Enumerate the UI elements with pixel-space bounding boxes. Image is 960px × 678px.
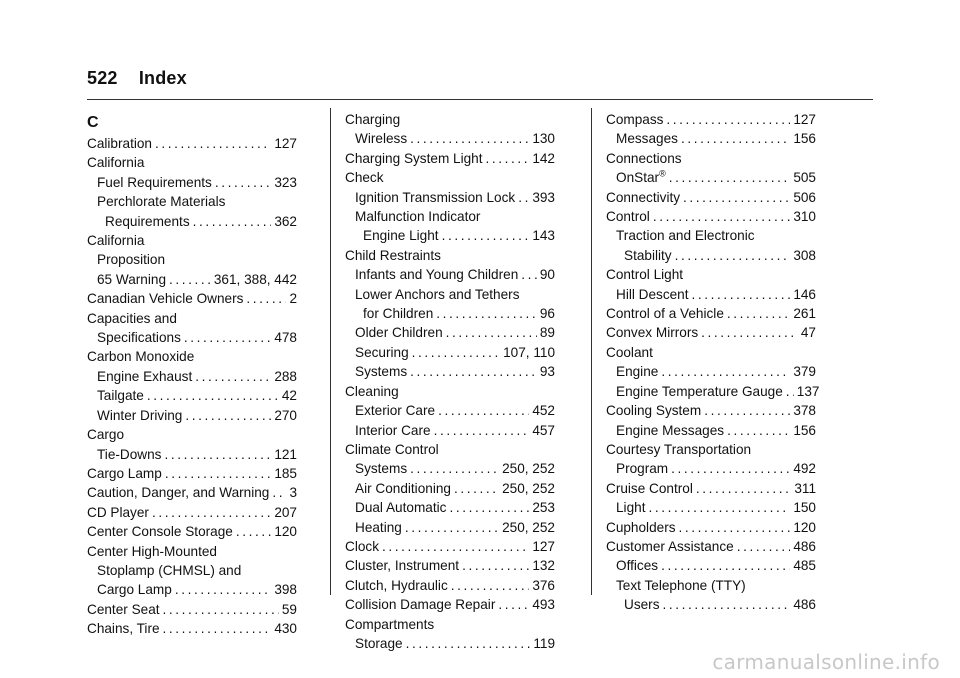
index-entry bbox=[606, 343, 816, 362]
entry-term: Fuel Requirements bbox=[97, 174, 212, 190]
index-entry bbox=[606, 323, 816, 342]
dot-leader bbox=[653, 207, 790, 226]
entry-page-ref: 120 bbox=[274, 524, 297, 540]
entry-page-ref: 185 bbox=[274, 465, 297, 481]
index-entry bbox=[606, 459, 816, 478]
page-title: Index bbox=[138, 68, 187, 88]
index-entry bbox=[345, 440, 555, 459]
entry-term: Climate Control bbox=[345, 441, 439, 457]
entry-term: Center Seat bbox=[87, 601, 160, 617]
index-entry bbox=[606, 382, 820, 401]
dot-leader bbox=[164, 445, 271, 464]
index-entry bbox=[345, 129, 555, 148]
entry-term: Interior Care bbox=[355, 422, 431, 438]
entry-page-ref: 156 bbox=[793, 131, 816, 147]
header-rule bbox=[87, 99, 873, 100]
entry-term: Air Conditioning bbox=[355, 480, 451, 496]
dot-leader bbox=[184, 328, 271, 347]
index-entry bbox=[345, 615, 555, 634]
index-entry bbox=[87, 231, 297, 250]
index-entry bbox=[345, 265, 555, 284]
index-entry bbox=[606, 576, 816, 595]
dot-leader bbox=[681, 129, 790, 148]
entry-term: Light bbox=[616, 500, 646, 516]
entry-page-ref: 42 bbox=[281, 388, 297, 404]
index-entry bbox=[606, 498, 816, 517]
entry-term: Canadian Vehicle Owners bbox=[87, 291, 244, 307]
dot-leader bbox=[215, 173, 271, 192]
dot-leader bbox=[246, 289, 286, 308]
entry-page-ref: 253 bbox=[532, 500, 555, 516]
index-entry bbox=[606, 479, 816, 498]
entry-term: Child Restraints bbox=[345, 247, 441, 263]
index-entry bbox=[606, 129, 816, 148]
index-entry bbox=[87, 619, 297, 638]
dot-leader bbox=[498, 595, 529, 614]
entry-page-ref: 156 bbox=[793, 422, 816, 438]
index-entry bbox=[606, 207, 816, 226]
entry-page-ref: 121 bbox=[274, 446, 297, 462]
entry-page-ref: 261 bbox=[793, 306, 816, 322]
index-entry bbox=[87, 561, 297, 580]
dot-leader bbox=[692, 285, 791, 304]
dot-leader bbox=[410, 362, 537, 381]
dot-leader bbox=[272, 483, 286, 502]
dot-leader bbox=[382, 537, 529, 556]
index-entry bbox=[606, 226, 816, 245]
dot-leader bbox=[704, 401, 790, 420]
entry-page-ref: 506 bbox=[793, 189, 816, 205]
entry-term: Connectivity bbox=[606, 189, 681, 205]
index-entry bbox=[345, 576, 555, 595]
entry-page-ref: 398 bbox=[274, 582, 297, 598]
index-entry bbox=[606, 188, 816, 207]
entry-term: Engine Light bbox=[363, 228, 439, 244]
entry-term: Requirements bbox=[105, 213, 190, 229]
index-entry bbox=[87, 367, 297, 386]
dot-leader bbox=[669, 168, 791, 187]
entry-page-ref: 207 bbox=[274, 504, 297, 520]
entry-term: Securing bbox=[355, 344, 409, 360]
entry-term: Cooling System bbox=[606, 403, 702, 419]
index-entry bbox=[345, 285, 555, 304]
entry-page-ref: 89 bbox=[539, 325, 555, 341]
index-entry bbox=[87, 212, 297, 231]
entry-term: Storage bbox=[355, 635, 403, 651]
index-entry bbox=[345, 110, 555, 129]
entry-page-ref: 430 bbox=[274, 621, 297, 637]
dot-leader bbox=[451, 576, 530, 595]
dot-leader bbox=[406, 634, 531, 653]
entry-term: Clock bbox=[345, 538, 379, 554]
column-divider bbox=[330, 108, 331, 595]
entry-term: Control of a Vehicle bbox=[606, 306, 724, 322]
entry-page-ref: 376 bbox=[532, 577, 555, 593]
entry-page-ref: 250, 252 bbox=[502, 480, 555, 496]
index-entry bbox=[345, 537, 555, 556]
index-letter-heading: C bbox=[87, 114, 99, 131]
dot-leader bbox=[163, 619, 272, 638]
dot-leader bbox=[648, 498, 790, 517]
entry-term: Caution, Danger, and Warning bbox=[87, 485, 270, 501]
index-entry bbox=[606, 537, 816, 556]
entry-term: Users bbox=[624, 597, 660, 613]
entry-term: Tie-Downs bbox=[97, 446, 162, 462]
index-entry bbox=[87, 173, 297, 192]
dot-leader bbox=[727, 421, 790, 440]
entry-page-ref: 478 bbox=[274, 330, 297, 346]
entry-term: Cruise Control bbox=[606, 480, 693, 496]
index-entry bbox=[606, 110, 816, 129]
entry-term: Older Children bbox=[355, 325, 443, 341]
entry-term: Chains, Tire bbox=[87, 621, 160, 637]
index-entry bbox=[606, 168, 816, 187]
index-entry bbox=[345, 421, 555, 440]
entry-term: Engine Messages bbox=[616, 422, 725, 438]
dot-leader bbox=[671, 459, 790, 478]
entry-term: Coolant bbox=[606, 344, 653, 360]
entry-page-ref: 130 bbox=[532, 131, 555, 147]
dot-leader bbox=[442, 226, 530, 245]
index-entry bbox=[606, 401, 816, 420]
entry-term: Compartments bbox=[345, 616, 435, 632]
entry-term: Stability bbox=[624, 247, 672, 263]
entry-term: CD Player bbox=[87, 504, 149, 520]
entry-page-ref: 270 bbox=[274, 407, 297, 423]
dot-leader bbox=[434, 421, 530, 440]
index-entry bbox=[87, 250, 297, 269]
entry-page-ref: 311 bbox=[794, 480, 816, 496]
entry-page-ref: 90 bbox=[539, 267, 555, 283]
entry-page-ref: 137 bbox=[796, 383, 820, 399]
registered-mark: ® bbox=[659, 168, 666, 179]
index-entry bbox=[606, 304, 816, 323]
index-entry bbox=[87, 386, 297, 405]
entry-term: Stoplamp (CHMSL) and bbox=[97, 562, 242, 578]
index-entry bbox=[87, 464, 297, 483]
index-entry bbox=[87, 483, 297, 502]
index-entry bbox=[606, 595, 816, 614]
dot-leader bbox=[521, 265, 537, 284]
index-column-3 bbox=[606, 110, 820, 615]
entry-page-ref: 379 bbox=[793, 364, 816, 380]
dot-leader bbox=[412, 343, 500, 362]
index-entry bbox=[345, 343, 555, 362]
entry-page-ref: 493 bbox=[532, 597, 555, 613]
page-number: 522 bbox=[87, 68, 118, 88]
entry-term: Cluster, Instrument bbox=[345, 558, 460, 574]
entry-term: California bbox=[87, 155, 145, 171]
index-entry bbox=[606, 149, 816, 168]
entry-term: OnStar® bbox=[616, 168, 666, 186]
entry-term: Center Console Storage bbox=[87, 524, 233, 540]
entry-term: Connections bbox=[606, 150, 682, 166]
entry-term: Customer Assistance bbox=[606, 538, 734, 554]
dot-leader bbox=[410, 129, 529, 148]
entry-page-ref: 120 bbox=[793, 519, 816, 535]
entry-term: for Children bbox=[363, 306, 434, 322]
dot-leader bbox=[449, 498, 529, 517]
entry-page-ref: 361, 388, 442 bbox=[213, 271, 297, 287]
entry-page-ref: 485 bbox=[793, 558, 816, 574]
index-entry bbox=[345, 556, 555, 575]
dot-leader bbox=[786, 382, 794, 401]
dot-leader bbox=[169, 270, 211, 289]
entry-term: Control bbox=[606, 209, 650, 225]
entry-page-ref: 310 bbox=[793, 209, 816, 225]
dot-leader bbox=[462, 556, 529, 575]
index-entry bbox=[345, 149, 555, 168]
entry-term: Capacities and bbox=[87, 310, 177, 326]
entry-term: Systems bbox=[355, 461, 408, 477]
entry-term: Program bbox=[616, 461, 669, 477]
entry-term: Proposition bbox=[97, 252, 166, 268]
entry-term: Carbon Monoxide bbox=[87, 349, 195, 365]
index-entry bbox=[345, 188, 555, 207]
dot-leader bbox=[486, 149, 530, 168]
entry-page-ref: 457 bbox=[532, 422, 555, 438]
dot-leader bbox=[438, 401, 529, 420]
dot-leader bbox=[454, 479, 499, 498]
entry-page-ref: 107, 110 bbox=[503, 344, 555, 360]
index-entry bbox=[87, 600, 297, 619]
dot-leader bbox=[675, 246, 791, 265]
index-entry bbox=[87, 192, 297, 211]
index-column-2 bbox=[345, 110, 555, 653]
dot-leader bbox=[193, 212, 272, 231]
entry-term: Exterior Care bbox=[355, 403, 436, 419]
index-entry bbox=[606, 440, 816, 459]
entry-term: Cargo Lamp bbox=[97, 582, 172, 598]
dot-leader bbox=[185, 406, 271, 425]
entry-page-ref: 250, 252 bbox=[502, 519, 555, 535]
entry-term: Cargo bbox=[87, 427, 125, 443]
entry-term: Wireless bbox=[355, 131, 408, 147]
entry-term: Heating bbox=[355, 519, 402, 535]
entry-page-ref: 146 bbox=[793, 286, 816, 302]
entry-term: Cupholders bbox=[606, 519, 676, 535]
dot-leader bbox=[518, 188, 529, 207]
entry-term: Compass bbox=[606, 112, 664, 127]
index-entry bbox=[606, 518, 816, 537]
column-divider bbox=[591, 108, 592, 595]
index-entry bbox=[87, 425, 297, 444]
page-header bbox=[87, 68, 187, 89]
entry-term: Lower Anchors and Tethers bbox=[355, 286, 520, 302]
entry-page-ref: 393 bbox=[532, 189, 555, 205]
dot-leader bbox=[195, 367, 271, 386]
index-entry bbox=[345, 207, 555, 226]
index-entry bbox=[606, 556, 816, 575]
entry-page-ref: 2 bbox=[289, 291, 297, 307]
index-entry bbox=[606, 285, 816, 304]
index-entry bbox=[87, 328, 297, 347]
entry-term: California bbox=[87, 233, 145, 249]
entry-term: Tailgate bbox=[97, 388, 144, 404]
entry-page-ref: 452 bbox=[532, 403, 555, 419]
entry-page-ref: 59 bbox=[281, 601, 297, 617]
index-entry bbox=[87, 580, 297, 599]
index-entry bbox=[87, 134, 297, 153]
dot-leader bbox=[661, 362, 790, 381]
index-entry bbox=[606, 265, 816, 284]
dot-leader bbox=[701, 323, 798, 342]
dot-leader bbox=[436, 304, 537, 323]
entry-term: Courtesy Transportation bbox=[606, 441, 752, 457]
dot-leader bbox=[236, 522, 271, 541]
entry-term: Text Telephone (TTY) bbox=[616, 577, 746, 593]
index-entry bbox=[345, 304, 555, 323]
entry-term: Charging bbox=[345, 112, 401, 127]
index-entry bbox=[87, 503, 297, 522]
entry-page-ref: 378 bbox=[793, 403, 816, 419]
dot-leader bbox=[696, 479, 791, 498]
entry-term: Infants and Young Children bbox=[355, 267, 519, 283]
dot-leader bbox=[737, 537, 791, 556]
index-entry bbox=[345, 168, 555, 187]
dot-leader bbox=[405, 518, 499, 537]
entry-page-ref: 288 bbox=[274, 368, 297, 384]
entry-term: Clutch, Hydraulic bbox=[345, 577, 448, 593]
index-entry bbox=[345, 382, 555, 401]
dot-leader bbox=[175, 580, 272, 599]
index-entry bbox=[606, 421, 816, 440]
dot-leader bbox=[163, 600, 279, 619]
entry-term: Perchlorate Materials bbox=[97, 194, 226, 210]
entry-page-ref: 96 bbox=[539, 306, 555, 322]
dot-leader bbox=[147, 386, 279, 405]
index-entry bbox=[345, 479, 555, 498]
index-entry bbox=[345, 634, 555, 653]
dot-leader bbox=[152, 503, 271, 522]
index-entry bbox=[345, 226, 555, 245]
entry-page-ref: 150 bbox=[793, 500, 816, 516]
entry-page-ref: 3 bbox=[289, 485, 297, 501]
dot-leader bbox=[661, 556, 790, 575]
entry-term: Specifications bbox=[97, 330, 181, 346]
entry-page-ref: 127 bbox=[274, 136, 297, 151]
entry-page-ref: 250, 252 bbox=[502, 461, 555, 477]
entry-term: Cargo Lamp bbox=[87, 465, 162, 481]
index-entry bbox=[87, 347, 297, 366]
index-entry bbox=[345, 323, 555, 342]
index-entry bbox=[606, 246, 816, 265]
dot-leader bbox=[155, 134, 271, 153]
dot-leader bbox=[679, 518, 791, 537]
dot-leader bbox=[666, 110, 790, 129]
entry-page-ref: 143 bbox=[532, 228, 555, 244]
dot-leader bbox=[165, 464, 272, 483]
dot-leader bbox=[410, 459, 499, 478]
index-entry bbox=[87, 289, 297, 308]
index-entry bbox=[345, 518, 555, 537]
entry-term: Convex Mirrors bbox=[606, 325, 699, 341]
dot-leader bbox=[727, 304, 790, 323]
watermark: carmanualsonline.info bbox=[712, 650, 940, 674]
dot-leader bbox=[446, 323, 537, 342]
entry-term: 65 Warning bbox=[97, 271, 167, 287]
entry-term: Systems bbox=[355, 364, 408, 380]
index-entry bbox=[87, 542, 297, 561]
index-entry bbox=[87, 522, 297, 541]
index-entry bbox=[345, 246, 555, 265]
entry-term: Winter Driving bbox=[97, 407, 183, 423]
entry-term: Engine Exhaust bbox=[97, 368, 193, 384]
entry-term: Calibration bbox=[87, 136, 152, 151]
entry-page-ref: 127 bbox=[532, 538, 555, 554]
entry-page-ref: 486 bbox=[793, 597, 816, 613]
entry-term: Traction and Electronic bbox=[616, 228, 755, 244]
entry-page-ref: 362 bbox=[274, 213, 297, 229]
entry-term: Messages bbox=[616, 131, 678, 147]
entry-term: Charging System Light bbox=[345, 150, 483, 166]
entry-page-ref: 492 bbox=[793, 461, 816, 477]
entry-page-ref: 486 bbox=[793, 538, 816, 554]
entry-term: Dual Automatic bbox=[355, 500, 447, 516]
entry-term: Collision Damage Repair bbox=[345, 597, 496, 613]
entry-term: Ignition Transmission Lock bbox=[355, 189, 516, 205]
entry-page-ref: 119 bbox=[533, 635, 555, 651]
index-entry bbox=[87, 270, 297, 289]
index-entry bbox=[87, 445, 297, 464]
entry-term: Engine bbox=[616, 364, 659, 380]
dot-leader bbox=[663, 595, 791, 614]
index-entry bbox=[606, 362, 816, 381]
entry-term: Engine Temperature Gauge bbox=[616, 383, 783, 399]
entry-page-ref: 132 bbox=[532, 558, 555, 574]
entry-term: Control Light bbox=[606, 267, 684, 283]
entry-term: Center High-Mounted bbox=[87, 543, 217, 559]
entry-term: Offices bbox=[616, 558, 659, 574]
entry-page-ref: 505 bbox=[793, 170, 816, 186]
entry-term: Check bbox=[345, 170, 384, 186]
index-entry bbox=[345, 459, 555, 478]
index-entry bbox=[87, 406, 297, 425]
index-entry bbox=[345, 498, 555, 517]
index-entry bbox=[87, 153, 297, 172]
dot-leader bbox=[683, 188, 790, 207]
entry-term: Cleaning bbox=[345, 383, 399, 399]
entry-term: Malfunction Indicator bbox=[355, 209, 481, 225]
index-entry bbox=[345, 401, 555, 420]
entry-page-ref: 142 bbox=[532, 150, 555, 166]
entry-term: Hill Descent bbox=[616, 286, 689, 302]
index-entry bbox=[345, 595, 555, 614]
index-entry bbox=[87, 309, 297, 328]
entry-page-ref: 47 bbox=[800, 325, 816, 341]
index-entry bbox=[345, 362, 555, 381]
entry-page-ref: 323 bbox=[274, 174, 297, 190]
entry-page-ref: 308 bbox=[793, 247, 816, 263]
index-column-1 bbox=[87, 110, 297, 639]
entry-page-ref: 93 bbox=[539, 364, 555, 380]
entry-page-ref: 127 bbox=[793, 112, 816, 127]
